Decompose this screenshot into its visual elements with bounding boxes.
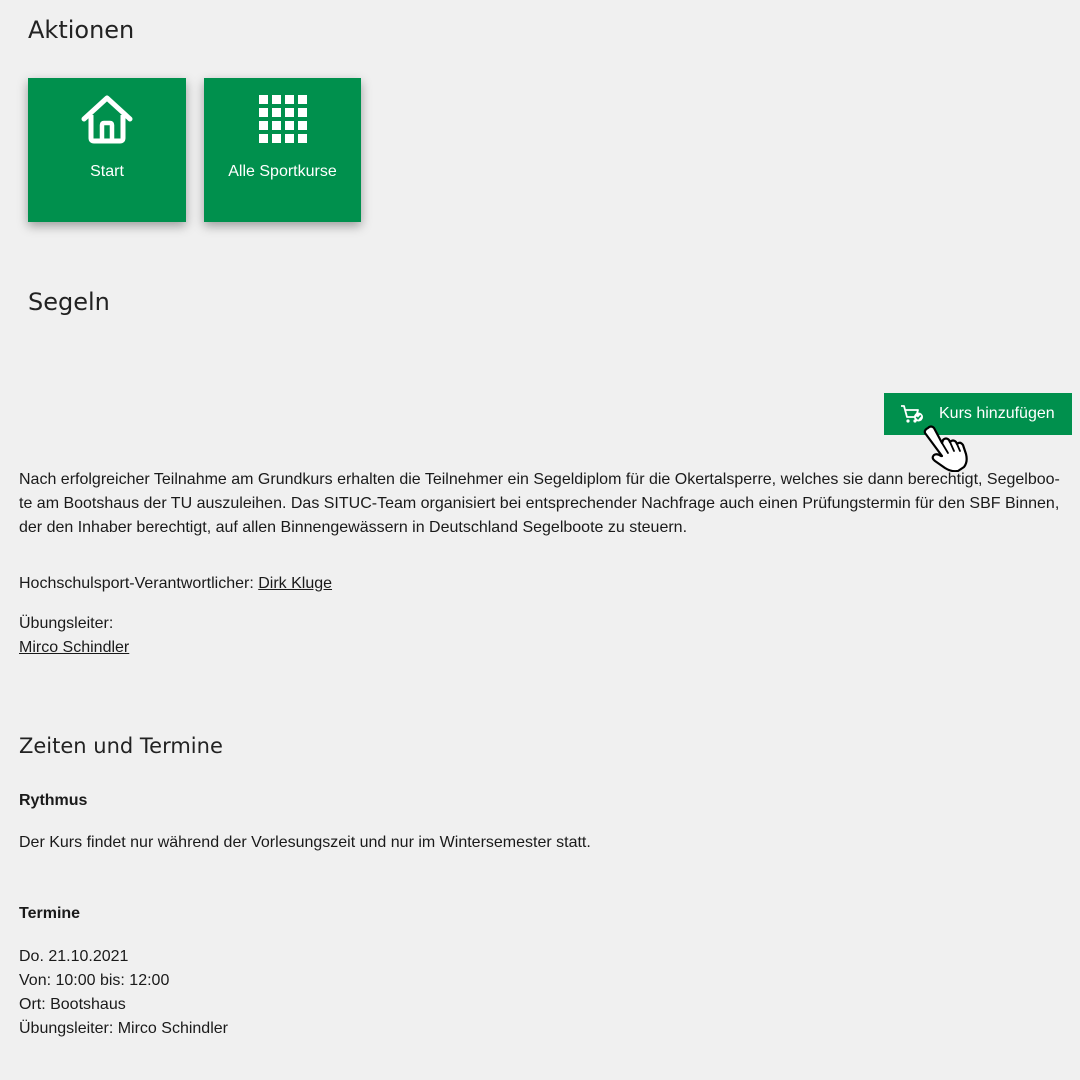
responsible-name-link[interactable]: Dirk Kluge bbox=[258, 575, 333, 592]
page-title: Segeln bbox=[28, 288, 110, 316]
schedule-heading: Zeiten und Termine bbox=[19, 734, 223, 758]
home-icon bbox=[28, 94, 186, 144]
trainer-label: Übungsleiter: bbox=[19, 615, 114, 632]
all-courses-tile-button[interactable] bbox=[204, 78, 361, 222]
date-place: Ort: Bootshaus bbox=[19, 996, 126, 1013]
rhythm-heading: Rythmus bbox=[19, 792, 88, 809]
date-day: Do. 21.10.2021 bbox=[19, 948, 129, 965]
date-trainer: Übungsleiter: Mirco Schindler bbox=[19, 1020, 228, 1037]
trainer-block bbox=[19, 612, 129, 660]
trainer-name-link[interactable]: Mirco Schindler bbox=[19, 639, 130, 656]
start-tile-label: Start bbox=[90, 163, 124, 180]
start-tile-button[interactable] bbox=[28, 78, 186, 222]
dates-heading: Termine bbox=[19, 905, 81, 922]
grid-icon bbox=[204, 94, 361, 144]
date-time: Von: 10:00 bis: 12:00 bbox=[19, 972, 170, 989]
add-course-button[interactable] bbox=[884, 393, 1072, 435]
responsible-line bbox=[19, 572, 332, 596]
rhythm-text: Der Kurs findet nur während der Vorlesungszeit und nur im Wintersemester statt. bbox=[19, 834, 591, 851]
date-entry bbox=[19, 945, 228, 1041]
course-description: Nach erfolgreicher Teilnahme am Grundkurs erhalten die Teilnehmer ein Segeldiplom für die Okertalsperre, welches sie dann berechtigt, Segelboo-te am Bootshaus der TU auszuleihen. Das SITUC-Team organisiert bei entsprechender Nachfrage auch einen Prüfungstermin für den SBF Binnen, der den Inhaber berechtigt, auf allen Binnengewässern in Deutschland Segelboote zu steuern. bbox=[19, 471, 1060, 536]
actions-heading: Aktionen bbox=[28, 16, 135, 44]
responsible-label: Hochschulsport-Verantwortlicher: bbox=[19, 575, 254, 592]
add-course-label: Kurs hinzufügen bbox=[939, 405, 1055, 422]
all-courses-tile-label: Alle Sportkurse bbox=[228, 163, 337, 180]
